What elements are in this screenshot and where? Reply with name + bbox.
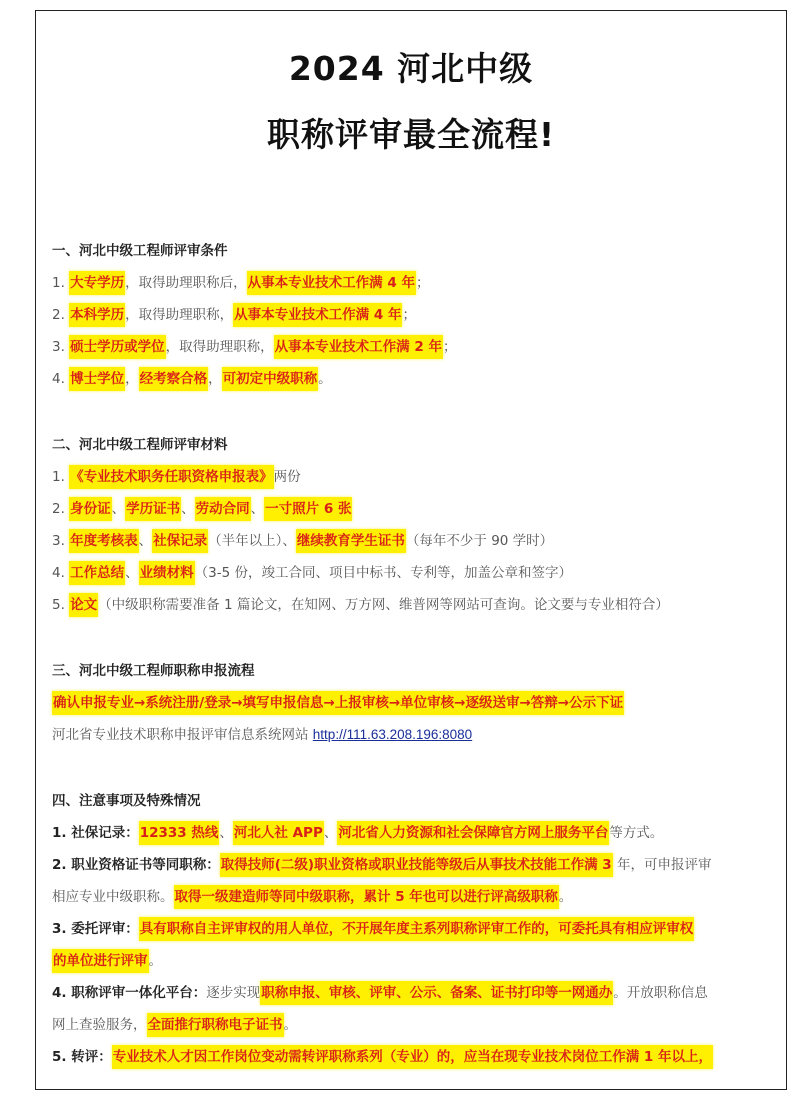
list-item — [52, 977, 776, 1009]
highlighted-text: 取得一级建造师等同中级职称，累计 5 年也可以进行评高级职称 — [174, 885, 559, 909]
document-body — [52, 235, 776, 1107]
highlighted-text: 经考察合格 — [139, 367, 209, 391]
body-text: 。 — [318, 371, 332, 387]
item-label: 5. 转评： — [52, 1049, 112, 1065]
body-text: ，取得助理职称， — [125, 307, 234, 323]
highlighted-text: 论文 — [69, 593, 98, 617]
list-item — [52, 331, 776, 363]
body-text: ，取得助理职称， — [165, 339, 274, 355]
body-text: 逐步实现 — [206, 985, 261, 1001]
body-text: 、 — [125, 565, 139, 581]
body-text: 网上查验服务， — [52, 1017, 147, 1033]
body-text: （3-5 份，竣工合同、项目中标书、专利等，加盖公章和签字） — [194, 565, 573, 581]
body-text: 。 — [148, 953, 162, 969]
body-text: （中级职称需要准备 1 篇论文，在知网、万方网、维普网等网站可查询。论文要与专业相符合） — [98, 597, 669, 613]
highlighted-text: 专业技术人才因工作岗位变动需转评职称系列（专业）的，应当在现专业技术岗位工作满 1 年以上， — [112, 1045, 713, 1069]
list-item — [52, 299, 776, 331]
highlighted-text: 业绩材料 — [139, 561, 195, 585]
body-text: 3. — [52, 533, 70, 549]
highlighted-text: 河北省人力资源和社会保障官方网上服务平台 — [337, 821, 609, 845]
highlighted-text: 从事本专业技术工作满 4 年 — [233, 303, 402, 327]
highlighted-text: 硕士学历或学位 — [69, 335, 166, 359]
body-text: 、 — [138, 533, 153, 549]
list-item — [52, 687, 776, 719]
highlighted-text: 12333 热线 — [139, 821, 220, 845]
list-item — [52, 525, 776, 557]
highlighted-text: 本科学历 — [69, 303, 125, 327]
body-text: 年，可申报评审 — [612, 857, 712, 873]
body-text: 、 — [111, 501, 126, 517]
list-item — [52, 589, 776, 621]
body-text: ， — [208, 371, 222, 387]
body-text: ； — [415, 275, 430, 291]
highlighted-text: 确认申报专业→系统注册/登录→填写申报信息→上报审核→单位审核→逐级送审→答辩→公示下证 — [52, 691, 624, 715]
item-label: 3. 委托评审： — [52, 921, 139, 937]
body-text: 、 — [250, 501, 265, 517]
body-text: 2. — [52, 307, 70, 323]
body-text: 、 — [219, 825, 233, 841]
body-text: 4. — [52, 371, 70, 387]
highlighted-text: 具有职称自主评审权的用人单位，不开展年度主系列职称评审工作的，可委托具有相应评审权 — [139, 917, 695, 941]
body-text: ； — [442, 339, 457, 355]
body-text: 3. — [52, 339, 70, 355]
body-text: 、 — [181, 501, 195, 517]
list-item — [52, 1041, 776, 1073]
body-text: ； — [402, 307, 416, 323]
list-item — [52, 945, 776, 977]
section-heading: 三、河北中级工程师职称申报流程 — [52, 663, 255, 679]
highlighted-text: 的单位进行评审 — [52, 949, 149, 973]
highlighted-text: 身份证 — [69, 497, 112, 521]
highlighted-text: 河北人社 APP — [233, 821, 324, 845]
item-label: 4. 职称评审一体化平台： — [52, 985, 207, 1001]
highlighted-text: 全面推行职称电子证书 — [147, 1013, 284, 1037]
highlighted-text: 可初定中级职称 — [222, 367, 319, 391]
body-text: 。 — [283, 1017, 297, 1033]
list-item — [52, 849, 776, 881]
item-label: 1. 社保记录： — [52, 825, 139, 841]
body-text: 相应专业中级职称。 — [52, 889, 174, 905]
section-4 — [52, 785, 776, 1073]
list-item — [52, 913, 776, 945]
list-item — [52, 461, 776, 493]
list-item — [52, 363, 776, 395]
highlighted-text: 取得技师(二级)职业资格或职业技能等级后从事技术技能工作满 3 — [220, 853, 613, 877]
page-title-line-1: 2024 河北中级 — [288, 49, 534, 88]
highlighted-text: 一寸照片 6 张 — [264, 497, 352, 521]
section-3 — [52, 655, 776, 751]
list-item — [52, 1009, 776, 1041]
item-label: 2. 职业资格证书等同职称： — [52, 857, 220, 873]
list-item — [52, 881, 776, 913]
highlighted-text: 社保记录 — [152, 529, 208, 553]
body-text: （每年不少于 90 学时） — [405, 533, 554, 549]
body-text: 两份 — [273, 469, 301, 485]
highlighted-text: 从事本专业技术工作满 2 年 — [274, 335, 443, 359]
highlighted-text: 大专学历 — [69, 271, 125, 295]
body-text: 1. — [52, 275, 70, 291]
highlighted-text: 年度考核表 — [69, 529, 139, 553]
section-heading: 二、河北中级工程师评审材料 — [52, 437, 228, 453]
body-text: 4. — [52, 565, 70, 581]
body-text: 2. — [52, 501, 70, 517]
body-text: 。 — [558, 889, 573, 905]
body-text: 等方式。 — [609, 825, 664, 841]
list-item — [52, 493, 776, 525]
body-text: ， — [125, 371, 139, 387]
highlighted-text: 工作总结 — [69, 561, 125, 585]
section-heading: 四、注意事项及特殊情况 — [52, 793, 201, 809]
body-text: 1. — [52, 469, 70, 485]
website-link[interactable]: http://111.63.208.196:8080 — [312, 727, 473, 742]
body-text: 。开放职称信息 — [613, 985, 708, 1001]
list-item — [52, 557, 776, 589]
body-text: 、 — [323, 825, 338, 841]
body-text: （半年以上）、 — [208, 533, 296, 549]
section-2 — [52, 429, 776, 621]
highlighted-text: 博士学位 — [69, 367, 125, 391]
highlighted-text: 从事本专业技术工作满 4 年 — [247, 271, 416, 295]
body-text: 河北省专业技术职称申报评审信息系统网站 — [52, 727, 313, 743]
page-title-line-2: 职称评审最全流程! — [266, 115, 556, 154]
list-item — [52, 817, 776, 849]
body-text: 5. — [52, 597, 70, 613]
list-item — [52, 267, 776, 299]
section-heading: 一、河北中级工程师评审条件 — [52, 243, 228, 259]
list-item — [52, 719, 776, 751]
highlighted-text: 劳动合同 — [195, 497, 251, 521]
highlighted-text: 《专业技术职务任职资格申报表》 — [69, 465, 274, 489]
highlighted-text: 职称申报、审核、评审、公示、备案、证书打印等一网通办 — [260, 981, 613, 1005]
highlighted-text: 学历证书 — [125, 497, 181, 521]
section-1 — [52, 235, 776, 395]
highlighted-text: 继续教育学生证书 — [296, 529, 406, 553]
document-page — [35, 10, 787, 1090]
body-text: ，取得助理职称后， — [125, 275, 247, 291]
